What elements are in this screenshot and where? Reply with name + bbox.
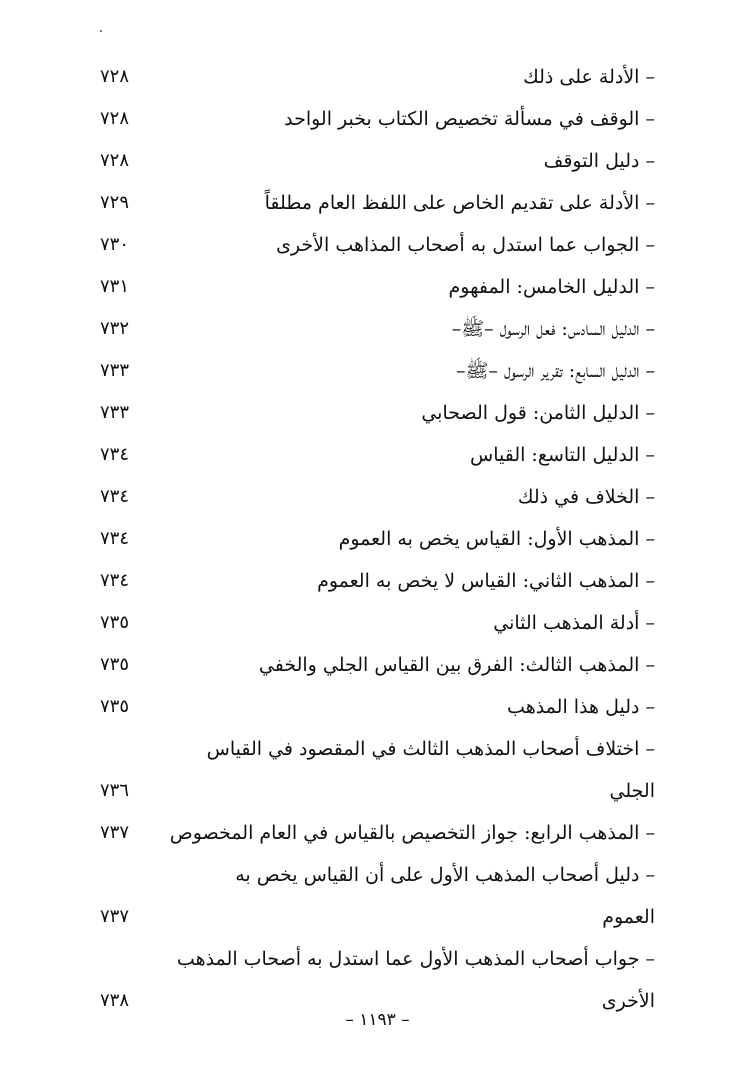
toc-entry	[100, 686, 655, 728]
entry-title-line-1: – اختلاف أصحاب المذهب الثالث في المقصود في القياس	[206, 738, 655, 760]
toc-entry	[100, 56, 655, 98]
entry-title: – المذهب الرابع: جواز التخصيص بالقياس في العام المخصوص	[169, 822, 655, 844]
entry-title	[160, 728, 655, 812]
entry-page-number: ٧٢٨	[100, 108, 130, 129]
entry-page-number: ٧٣٢	[100, 318, 130, 339]
entry-title: – الدليل السادس: فعل الرسول –ﷺ–	[451, 318, 655, 340]
entry-page-number: ٧٣٠	[100, 234, 130, 255]
toc-entry-multiline	[100, 854, 655, 938]
entry-title: – الدليل السابع: تقرير الرسول –ﷺ–	[456, 360, 655, 382]
entry-title	[160, 854, 655, 938]
entry-title: – الدليل الخامس: المفهوم	[448, 276, 655, 298]
entry-page-number: ٧٣٤	[100, 486, 130, 507]
page-footer-number: – ١١٩٣ –	[345, 1010, 410, 1030]
entry-title-line-2: العموم	[602, 906, 655, 928]
entry-title-line-1: – دليل أصحاب المذهب الأول على أن القياس يخص به	[235, 864, 655, 886]
entry-page-number: ٧٣٣	[100, 360, 130, 381]
entry-page-number: ٧٢٨	[100, 66, 130, 87]
toc-entry	[100, 602, 655, 644]
entry-title-line-2: الأخرى	[601, 990, 655, 1012]
entry-page-number: ٧٣٧	[100, 906, 130, 927]
entry-page-number: ٧٣٤	[100, 528, 130, 549]
entry-title: – الدليل التاسع: القياس	[470, 444, 655, 466]
entry-page-number: ٧٣٣	[100, 402, 130, 423]
toc-entry	[100, 812, 655, 854]
toc-entry	[100, 266, 655, 308]
toc-entry	[100, 98, 655, 140]
toc-entry	[100, 560, 655, 602]
entry-title: – دليل التوقف	[543, 150, 655, 172]
entry-title: – الأدلة على ذلك	[523, 66, 655, 88]
toc-entry	[100, 518, 655, 560]
toc-entry	[100, 392, 655, 434]
toc-entry	[100, 476, 655, 518]
entry-page-number: ٧٣٦	[100, 780, 130, 801]
entry-page-number: ٧٢٨	[100, 150, 130, 171]
entry-page-number: ٧٣٤	[100, 444, 130, 465]
entry-title: – أدلة المذهب الثاني	[493, 612, 655, 634]
entry-title: – الوقف في مسألة تخصيص الكتاب بخبر الواحد	[284, 108, 655, 130]
toc-entry	[100, 224, 655, 266]
entry-title: – الدليل الثامن: قول الصحابي	[421, 402, 655, 424]
entry-title: – دليل هذا المذهب	[507, 696, 655, 718]
entry-page-number: ٧٣٤	[100, 570, 130, 591]
entry-page-number: ٧٣٥	[100, 612, 130, 633]
toc-entry	[100, 434, 655, 476]
entry-title: – المذهب الثاني: القياس لا يخص به العموم	[317, 570, 655, 592]
entry-page-number: ٧٣٧	[100, 822, 130, 843]
entry-title: – الجواب عما استدل به أصحاب المذاهب الأخرى	[276, 234, 655, 256]
entry-page-number: ٧٣٥	[100, 654, 130, 675]
toc-entry-multiline	[100, 728, 655, 812]
entry-title-line-2: الجلي	[609, 780, 655, 802]
toc-entry	[100, 308, 655, 350]
toc-entry	[100, 350, 655, 392]
entry-title-line-1: – جواب أصحاب المذهب الأول عما استدل به أصحاب المذهب	[176, 948, 655, 970]
toc-entry	[100, 644, 655, 686]
entry-title: – المذهب الثالث: الفرق بين القياس الجلي والخفي	[258, 654, 655, 676]
entry-page-number: ٧٣٥	[100, 696, 130, 717]
toc-entry	[100, 182, 655, 224]
entry-page-number: ٧٢٩	[100, 192, 130, 213]
scan-speck	[100, 30, 102, 32]
entry-page-number: ٧٣١	[100, 276, 130, 297]
table-of-contents	[100, 56, 655, 1022]
entry-title: – الخلاف في ذلك	[517, 486, 655, 508]
entry-page-number: ٧٣٨	[100, 990, 130, 1011]
entry-title: – الأدلة على تقديم الخاص على اللفظ العام مطلقاً	[264, 192, 655, 214]
entry-title: – المذهب الأول: القياس يخص به العموم	[338, 528, 655, 550]
toc-entry	[100, 140, 655, 182]
